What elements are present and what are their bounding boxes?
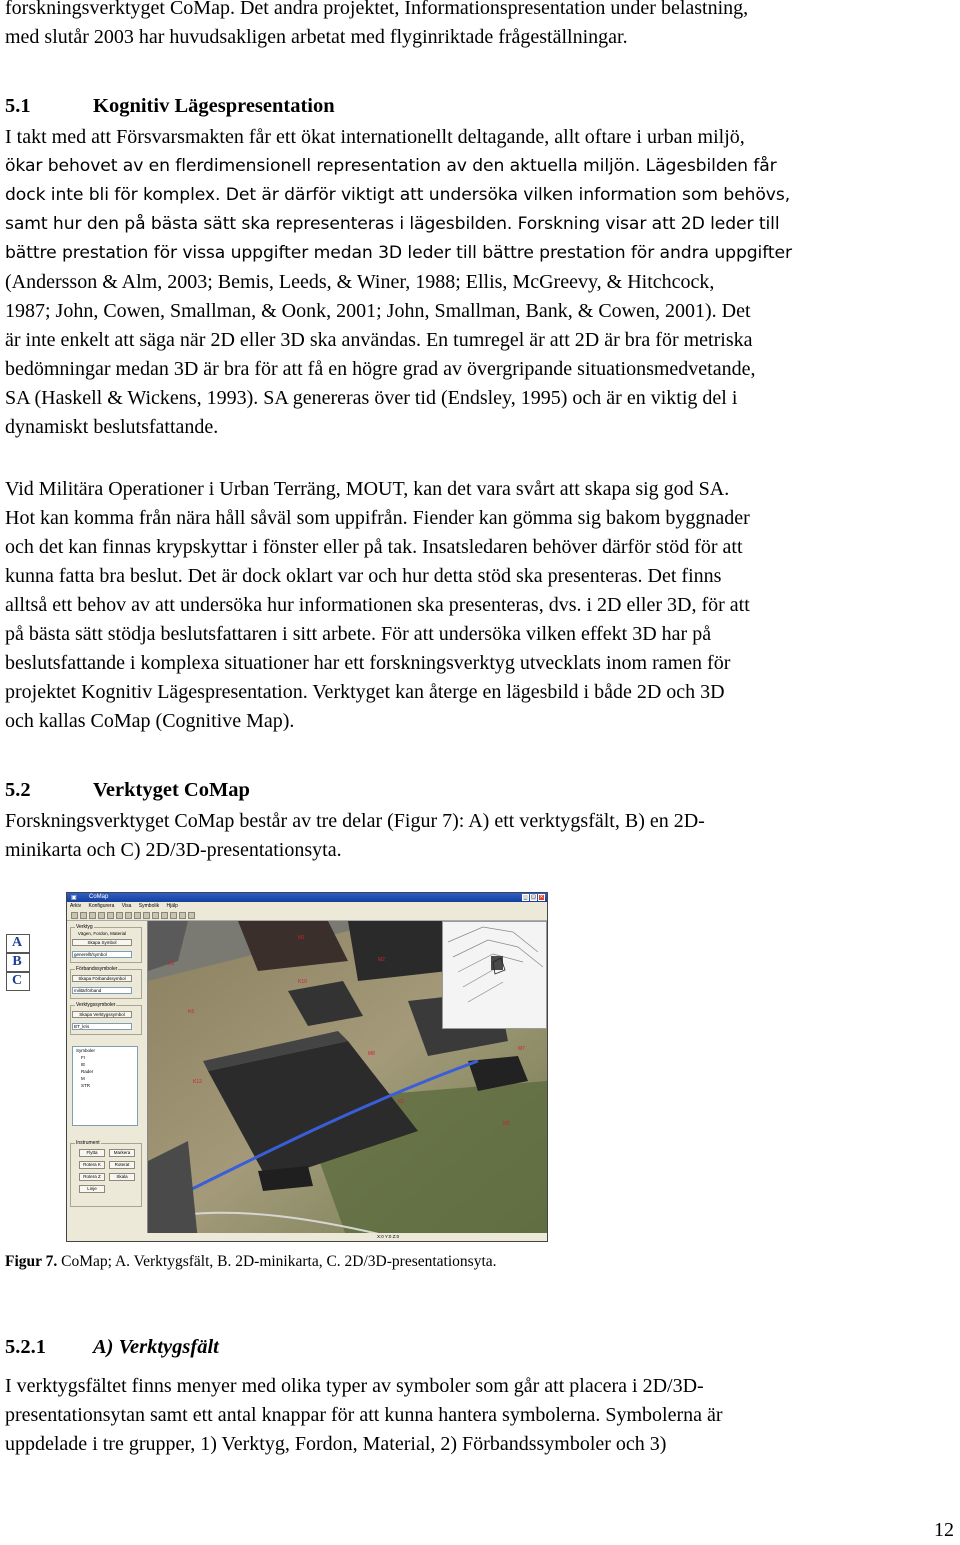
window-titlebar xyxy=(67,893,547,902)
label-m2: M2 xyxy=(378,957,385,963)
line-button[interactable]: Linje xyxy=(79,1185,105,1193)
tree-item[interactable]: IE xyxy=(81,1062,86,1067)
rotate-k-button[interactable]: Rotera K xyxy=(79,1161,105,1169)
undo-icon[interactable] xyxy=(134,912,141,919)
select-button[interactable]: Markera xyxy=(109,1149,135,1157)
tree-item[interactable]: STR xyxy=(81,1083,90,1088)
maximize-icon[interactable]: □ xyxy=(531,894,536,900)
zoom-icon[interactable] xyxy=(143,912,150,919)
copy-icon[interactable] xyxy=(116,912,123,919)
label-m7: M7 xyxy=(518,1046,525,1052)
section-heading-5-2-1: 5.2.1 A) Verktygsfält xyxy=(5,1336,219,1358)
grid-icon[interactable] xyxy=(152,912,159,919)
menubar xyxy=(67,902,547,910)
tool-panel xyxy=(67,921,148,1241)
tool-dropdown[interactable]: BT_kris xyxy=(72,1023,132,1030)
new-icon[interactable] xyxy=(71,912,78,919)
paste-icon[interactable] xyxy=(125,912,132,919)
label-k5: K5 xyxy=(398,1099,405,1105)
btn-vagen-label: Vägen, Fordon, Material xyxy=(77,931,127,936)
legend-letter-c: C xyxy=(11,973,23,988)
figure-abc-legend xyxy=(6,934,31,992)
menu-konfigurera[interactable]: Konfigurera xyxy=(88,903,115,909)
create-symbol-button[interactable]: Skapa Symbol xyxy=(72,939,132,946)
section-5-2-paragraph: Forskningsverktyget CoMap består av tre delar (Figur 7): A) ett verktygsfält, B) en 2D- minikarta och C) 2D/3D-presentationsyta. xyxy=(5,810,705,861)
window-title: CoMap xyxy=(89,894,109,900)
print-icon[interactable] xyxy=(98,912,105,919)
group-verktygssymboler: Verktygssymboler xyxy=(70,1005,142,1035)
section-5-1-paragraph-1: I takt med att Försvarsmakten får ett ökat internationellt deltagande, allt oftare i urban miljö, ökar behovet av en flerdimensionell representation av den aktuella miljön. Lägesbilden får dock inte bli för komplex. Det är därför viktigt att undersöka vilken information som behövs, samt hur den på bästa sätt ska representeras i lägesbilden. Forskning visar att 2D leder till bättre prestation för vissa uppgifter medan 3D leder till bättre prestation för andra uppgifter (Andersson & Alm, 2003; Bemis, Leeds, & Winer, 1988; Ellis, McGreevy, & Hitchcock, 1987; John, Cowen, Smallman, & Oonk, 2001; John, Smallman, Bank, & Cowen, 2001). Det är inte enkelt att säga när 2D eller 3D ska användas. En tumregel är att 2D är bra för metriska bedömningar medan 3D är bra för att få en högre grad av övergripande situationsmedvetande, SA (Haskell & Wickens, 1993). SA genereras över tid (Endsley, 1995) och är en viktig del i dynamiskt beslutsfattande. xyxy=(5,126,792,438)
group-instrument: Instrument xyxy=(70,1143,142,1207)
view-3d-icon[interactable] xyxy=(170,912,177,919)
menu-symbolik[interactable]: Symbolik xyxy=(138,903,160,909)
minimize-icon[interactable]: _ xyxy=(522,894,529,901)
section-heading-5-1: 5.1 Kognitiv Lägespresentation xyxy=(5,95,335,117)
label-k6: K6 xyxy=(188,1009,195,1015)
label-m5: M5 xyxy=(503,1121,510,1127)
cut-icon[interactable] xyxy=(107,912,114,919)
tree-item[interactable]: FI xyxy=(81,1055,85,1060)
toolbar xyxy=(67,910,547,921)
rotate-z-button[interactable]: Rotera Z xyxy=(79,1173,105,1181)
label-k10: K10 xyxy=(298,979,307,985)
save-icon[interactable] xyxy=(89,912,96,919)
close-icon[interactable]: × xyxy=(539,894,544,900)
legend-letter-b: B xyxy=(12,954,22,969)
create-unit-symbol-button[interactable]: Skapa Förbandssymbol xyxy=(72,975,132,982)
tree-item[interactable]: Symboler xyxy=(76,1048,96,1053)
page-number: 12 xyxy=(934,1519,954,1541)
minimap-drawing xyxy=(443,922,548,1030)
create-tool-symbol-button[interactable]: Skapa Verktygssymbol xyxy=(72,1011,132,1018)
tree-item[interactable]: M xyxy=(81,1076,85,1081)
help-icon[interactable] xyxy=(188,912,195,919)
open-icon[interactable] xyxy=(80,912,87,919)
figure-caption: Figur 7. CoMap; A. Verktygsfält, B. 2D-minikarta, C. 2D/3D-presentationsyta. xyxy=(5,1253,497,1270)
section-5-1-paragraph-2: Vid Militära Operationer i Urban Terräng, MOUT, kan det vara svårt att skapa sig god SA. Hot kan komma från nära håll såväl som uppifrån. Fiender kan gömma sig bakom byggnader och det kan finnas krypskyttar i fönster eller på tak. Insatsledaren behöver därför stöd för att kunna fatta bra beslut. Det är dock oklart var och hur detta stöd ska presenteras. Det finns alltså ett behov av att undersöka hur informationen ska presenteras, dvs. i 2D eller 3D, för att på bästa sätt stödja beslutsfattaren i sitt arbete. För att undersöka vilken effekt 3D har på beslutsfattande i komplexa situationer har ett forskningsverktyg utvecklats inom ramen för projektet Kognitiv Lägespresentation. Verktyget kan återge en lägesbild i både 2D och 3D och kallas CoMap (Cognitive Map). xyxy=(5,478,750,732)
unit-dropdown[interactable]: militärförband xyxy=(72,987,132,994)
symbol-tree[interactable] xyxy=(72,1046,138,1126)
label-k12: K12 xyxy=(193,1079,202,1085)
move-button[interactable]: Flytta xyxy=(79,1149,105,1157)
rotate-icon[interactable] xyxy=(179,912,186,919)
minimap-2d[interactable] xyxy=(442,921,547,1029)
section-5-2-1-paragraph: I verktygsfältet finns menyer med olika typer av symboler som går att placera i 2D/3D- presentationsytan samt ett antal knappar för att kunna hantera symbolerna. Symbolerna är uppdelade i tre grupper, 1) Verktyg, Fordon, Material, 2) Förbandssymboler och 3) xyxy=(5,1375,723,1455)
symbol-dropdown[interactable]: generellt/symbol xyxy=(72,951,132,958)
group-verktyg: Verktyg xyxy=(70,927,142,963)
legend-letter-a: A xyxy=(11,935,23,950)
app-icon: ▣ xyxy=(71,895,77,901)
label-k3: K3 xyxy=(168,961,175,967)
comap-screenshot-figure xyxy=(66,892,548,1242)
menu-hjalp[interactable]: Hjälp xyxy=(166,903,178,909)
scale-button[interactable]: Skala xyxy=(109,1173,135,1181)
label-m8: M8 xyxy=(368,1051,375,1057)
group-forbandssymboler: Förbandssymboler xyxy=(70,969,142,999)
label-m1: M1 xyxy=(298,935,305,941)
window-controls xyxy=(522,894,545,901)
view-2d-icon[interactable] xyxy=(161,912,168,919)
status-coordinates: X:0 Y:0 Z:0 xyxy=(377,1234,400,1239)
rotated-button[interactable]: Roterat xyxy=(109,1161,135,1169)
menu-visa[interactable]: Visa xyxy=(121,903,132,909)
section-heading-5-2: 5.2 Verktyget CoMap xyxy=(5,779,250,801)
menu-arkiv[interactable]: Arkiv xyxy=(70,903,82,909)
intro-text: forskningsverktyget CoMap. Det andra projektet, Informationspresentation under belastning, med slutår 2003 har huvudsakligen arbetat med flyginriktade frågeställningar. xyxy=(5,0,749,48)
tree-item[interactable]: Rader xyxy=(81,1069,94,1074)
status-bar xyxy=(147,1233,547,1241)
